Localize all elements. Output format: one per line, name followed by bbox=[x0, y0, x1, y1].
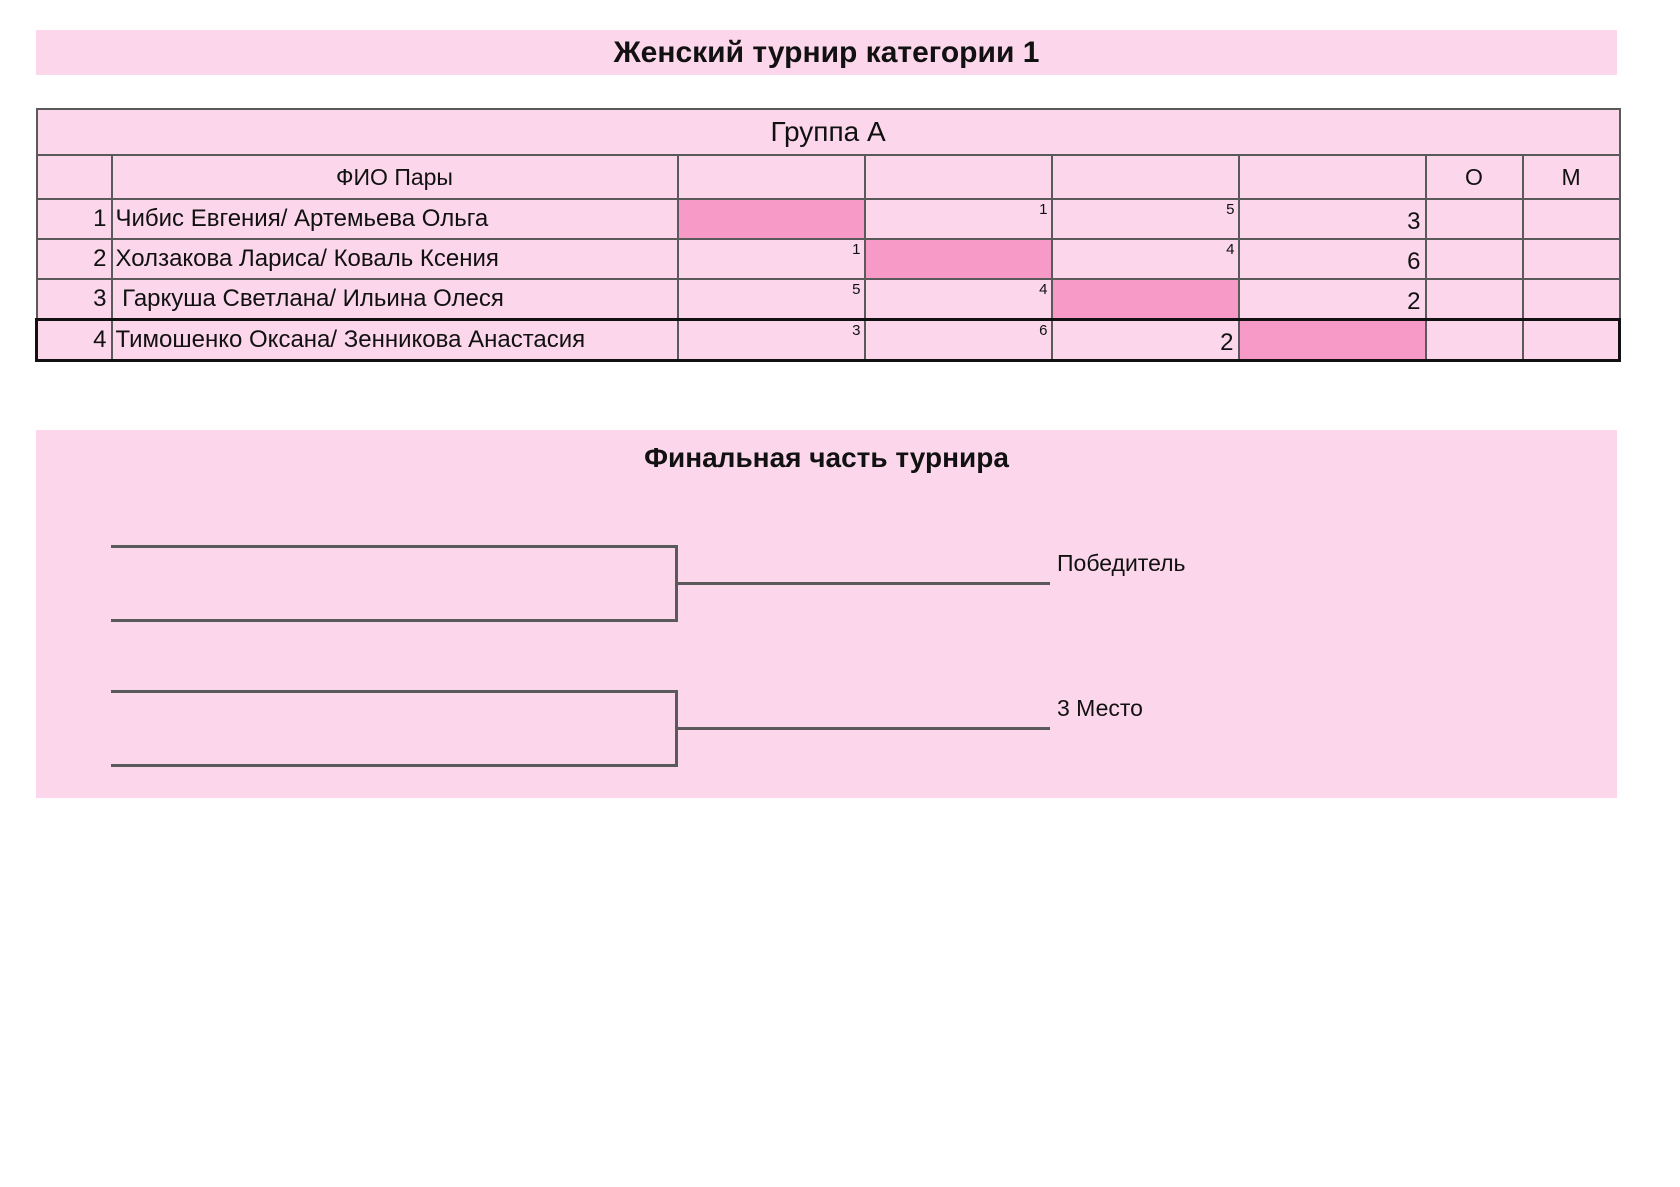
match-order: 1 bbox=[1039, 201, 1048, 218]
match-order: 5 bbox=[852, 281, 861, 298]
header-num bbox=[37, 155, 112, 199]
header-place: М bbox=[1523, 155, 1620, 199]
pair-name: Чибис Евгения/ Артемьева Ольга bbox=[112, 199, 678, 239]
group-table bbox=[35, 108, 1621, 362]
final-slot-bottom-line bbox=[111, 619, 677, 622]
points-cell bbox=[1426, 279, 1523, 320]
match-order: 3 bbox=[1407, 208, 1421, 235]
header-name: ФИО Пары bbox=[112, 155, 678, 199]
match-cell bbox=[678, 239, 865, 279]
match-order: 6 bbox=[1407, 248, 1421, 275]
page-title: Женский турнир категории 1 bbox=[36, 30, 1617, 75]
match-cell bbox=[865, 320, 1052, 361]
match-cell bbox=[1239, 279, 1426, 320]
diagonal-cell bbox=[1239, 320, 1426, 361]
row-num: 4 bbox=[37, 320, 112, 361]
match-order: 2 bbox=[1407, 288, 1421, 315]
match-order: 4 bbox=[1226, 241, 1235, 258]
row-num: 2 bbox=[37, 239, 112, 279]
header-col-2 bbox=[865, 155, 1052, 199]
third-slot-top-line bbox=[111, 690, 677, 693]
match-order: 1 bbox=[852, 241, 861, 258]
pair-name: Гаркуша Светлана/ Ильина Олеся bbox=[112, 279, 678, 320]
match-order: 4 bbox=[1039, 281, 1048, 298]
match-cell bbox=[865, 199, 1052, 239]
header-col-1 bbox=[678, 155, 865, 199]
match-cell bbox=[678, 279, 865, 320]
winner-label: Победитель bbox=[1057, 550, 1186, 576]
place-cell bbox=[1523, 279, 1620, 320]
place-cell bbox=[1523, 239, 1620, 279]
third-place-label: 3 Место bbox=[1057, 695, 1143, 721]
points-cell bbox=[1426, 239, 1523, 279]
table-row bbox=[37, 279, 1620, 320]
diagonal-cell bbox=[1052, 279, 1239, 320]
table-row bbox=[37, 320, 1620, 361]
match-order: 6 bbox=[1039, 322, 1048, 339]
header-points: О bbox=[1426, 155, 1523, 199]
group-title: Группа А bbox=[37, 109, 1620, 155]
match-cell bbox=[1052, 320, 1239, 361]
match-cell bbox=[1052, 239, 1239, 279]
third-slot-bottom-line bbox=[111, 764, 677, 767]
pair-name: Тимошенко Оксана/ Зенникова Анастасия bbox=[112, 320, 678, 361]
winner-line bbox=[675, 582, 1050, 585]
place-cell bbox=[1523, 320, 1620, 361]
final-title: Финальная часть турнира bbox=[644, 442, 1009, 473]
match-cell bbox=[865, 279, 1052, 320]
final-section bbox=[36, 430, 1617, 798]
match-cell bbox=[1239, 239, 1426, 279]
third-place-line bbox=[675, 727, 1050, 730]
place-cell bbox=[1523, 199, 1620, 239]
row-num: 3 bbox=[37, 279, 112, 320]
final-slot-top-line bbox=[111, 545, 677, 548]
diagonal-cell bbox=[865, 239, 1052, 279]
header-col-3 bbox=[1052, 155, 1239, 199]
diagonal-cell bbox=[678, 199, 865, 239]
table-row bbox=[37, 239, 1620, 279]
match-cell bbox=[678, 320, 865, 361]
match-cell bbox=[1052, 199, 1239, 239]
match-order: 5 bbox=[1226, 201, 1235, 218]
points-cell bbox=[1426, 199, 1523, 239]
header-col-4 bbox=[1239, 155, 1426, 199]
match-order: 3 bbox=[852, 322, 861, 339]
row-num: 1 bbox=[37, 199, 112, 239]
table-row bbox=[37, 199, 1620, 239]
match-cell bbox=[1239, 199, 1426, 239]
points-cell bbox=[1426, 320, 1523, 361]
match-order: 2 bbox=[1220, 329, 1234, 356]
pair-name: Холзакова Лариса/ Коваль Ксения bbox=[112, 239, 678, 279]
